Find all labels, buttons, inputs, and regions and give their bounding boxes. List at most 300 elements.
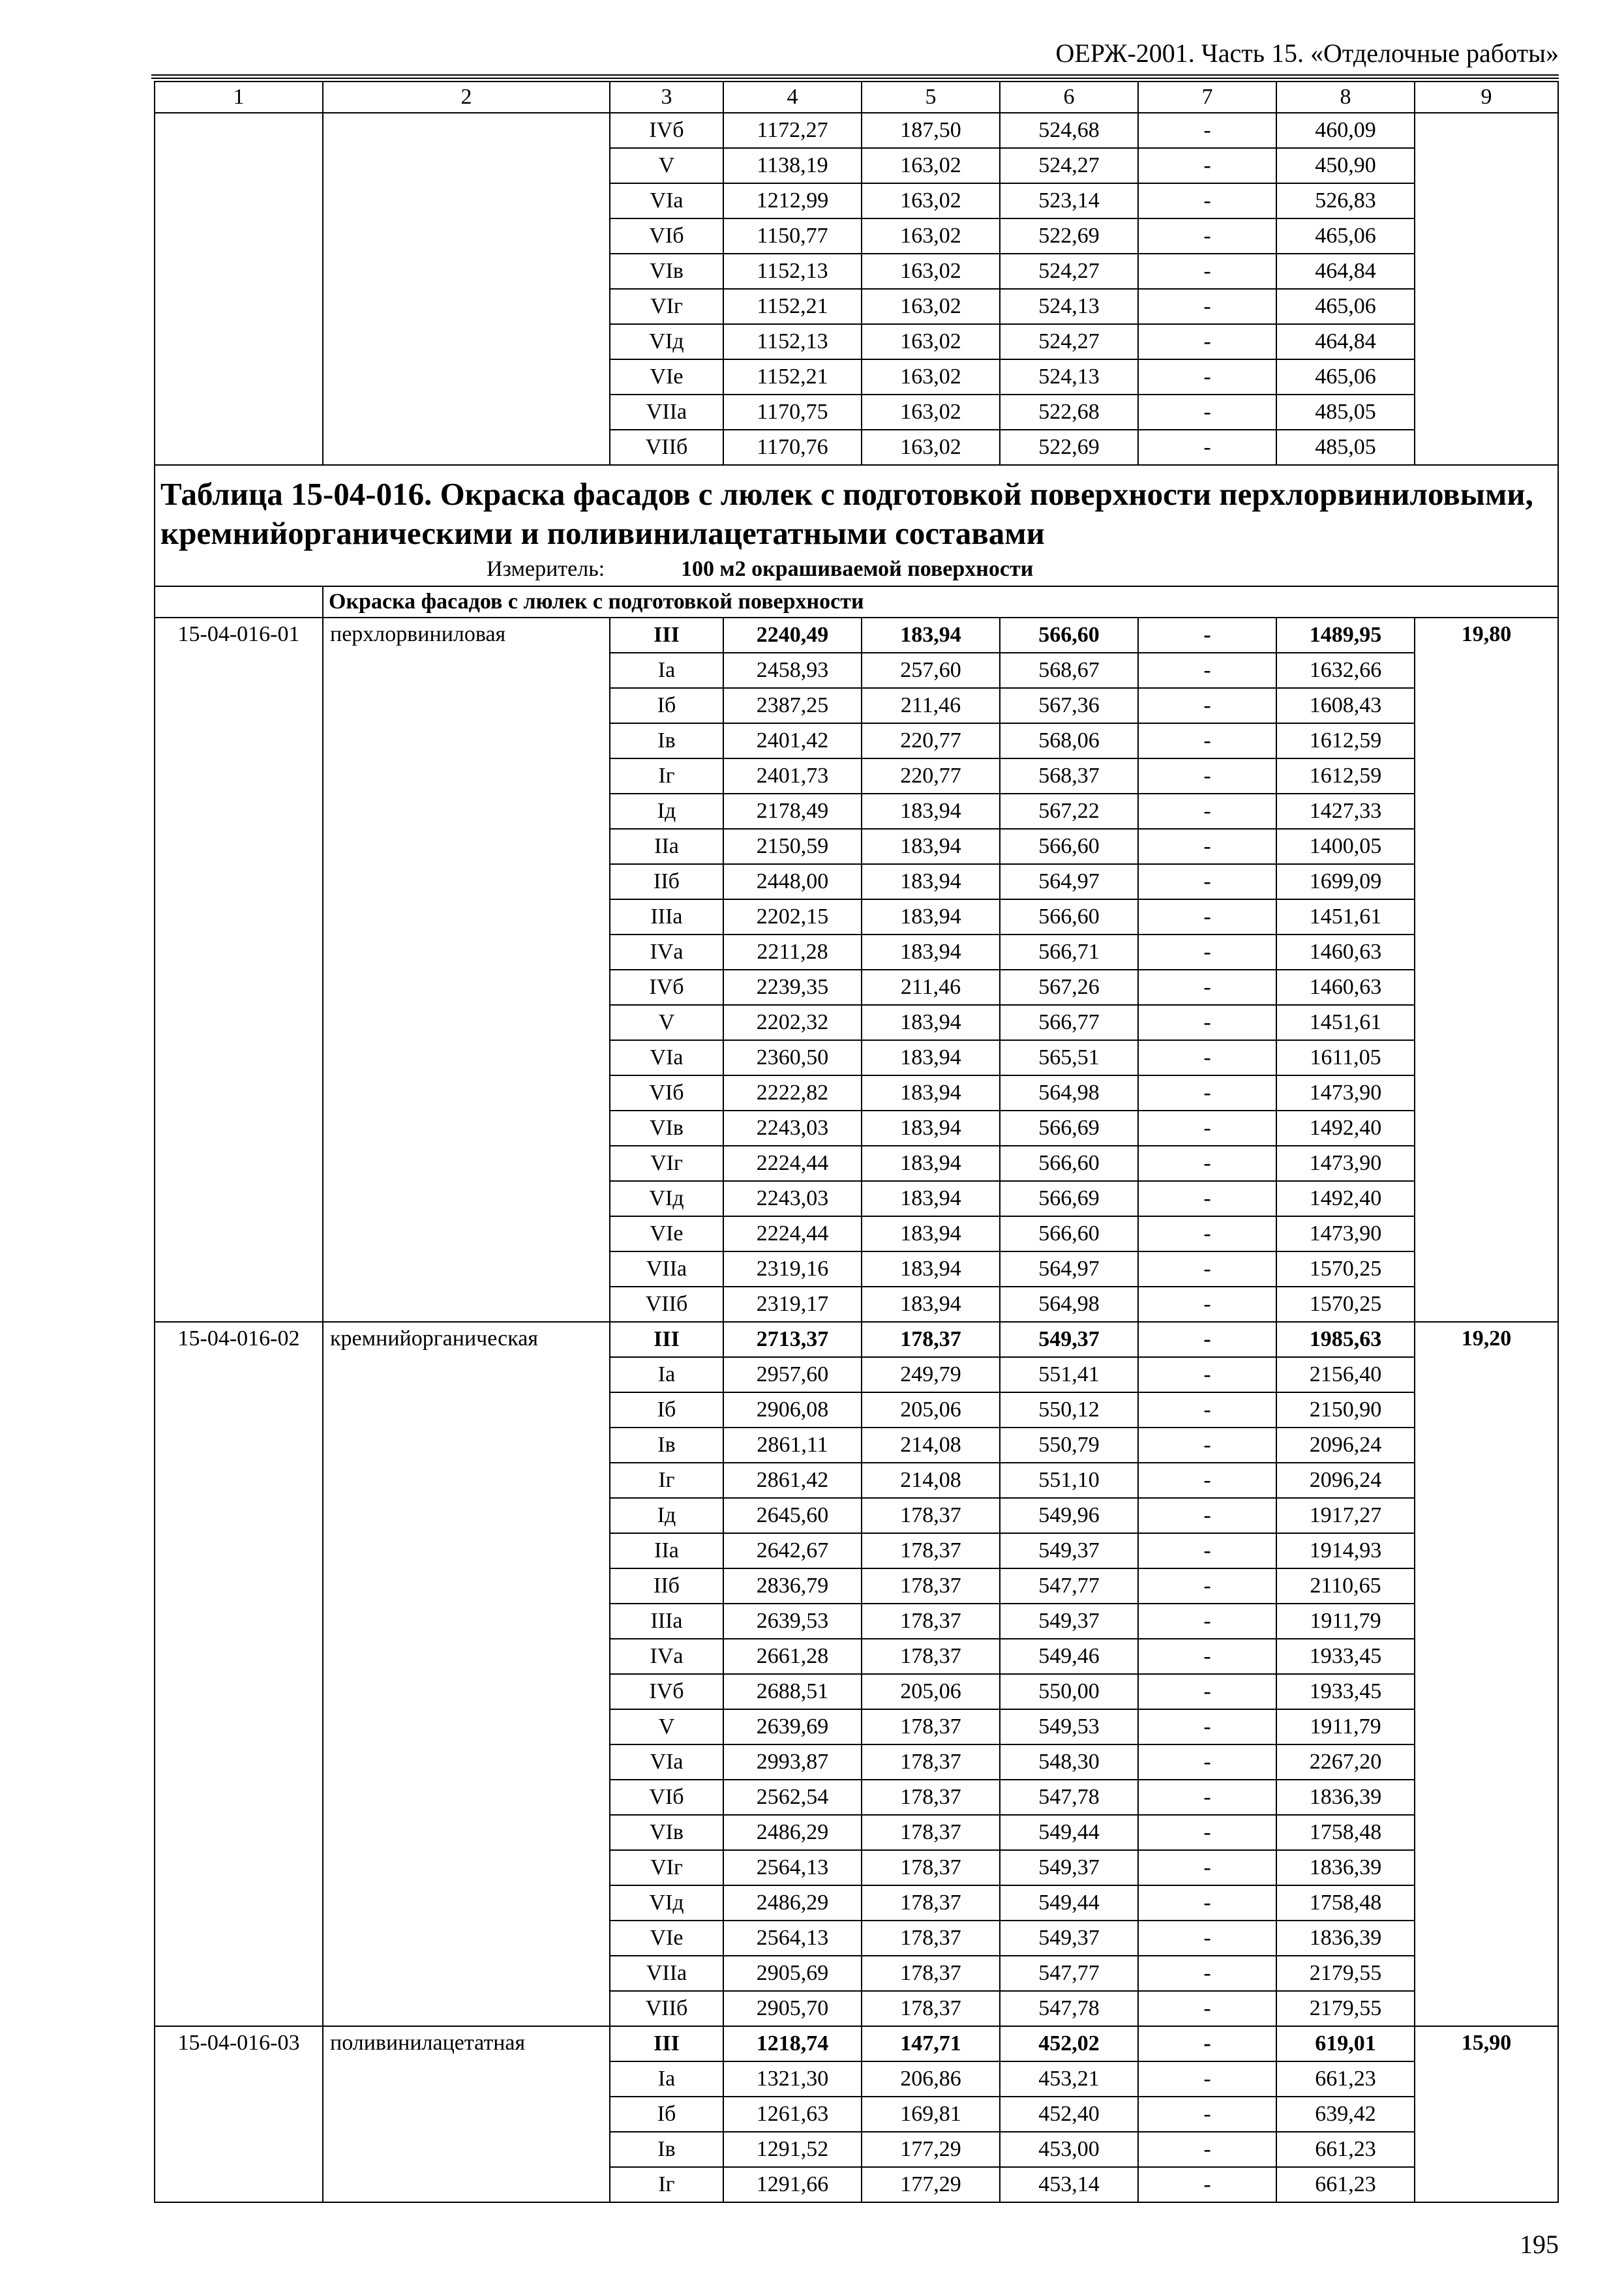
wages-cell: 163,02 — [862, 324, 1000, 359]
materials-cell: 1914,93 — [1276, 1533, 1415, 1568]
driver-wages-cell: - — [1138, 688, 1276, 723]
zone-cell: IVб — [610, 970, 723, 1005]
table-row — [155, 1322, 1558, 1357]
wages-cell: 178,37 — [862, 1568, 1000, 1604]
machines-cell: 524,68 — [1000, 113, 1138, 148]
wages-cell: 187,50 — [862, 113, 1000, 148]
zone-cell: VIIб — [610, 1991, 723, 2026]
driver-wages-cell: - — [1138, 324, 1276, 359]
direct-cost-cell: 1261,63 — [723, 2097, 862, 2132]
zone-cell: VIа — [610, 1744, 723, 1780]
materials-cell: 1933,45 — [1276, 1639, 1415, 1674]
continued-code-cell — [155, 113, 323, 465]
driver-wages-cell: - — [1138, 1111, 1276, 1146]
machines-cell: 549,53 — [1000, 1709, 1138, 1744]
machines-cell: 564,97 — [1000, 864, 1138, 899]
materials-cell: 1489,95 — [1276, 618, 1415, 653]
driver-wages-cell: - — [1138, 1040, 1276, 1075]
wages-cell: 178,37 — [862, 1956, 1000, 1991]
zone-cell: Iа — [610, 653, 723, 688]
wages-cell: 163,02 — [862, 183, 1000, 218]
rate-code: 15-04-016-02 — [155, 1322, 323, 2026]
materials-cell: 1492,40 — [1276, 1111, 1415, 1146]
direct-cost-cell: 1321,30 — [723, 2061, 862, 2097]
machines-cell: 564,98 — [1000, 1287, 1138, 1322]
driver-wages-cell: - — [1138, 618, 1276, 653]
materials-cell: 1451,61 — [1276, 1005, 1415, 1040]
wages-cell: 183,94 — [862, 1251, 1000, 1287]
wages-cell: 183,94 — [862, 899, 1000, 935]
wages-cell: 177,29 — [862, 2167, 1000, 2202]
wages-cell: 163,02 — [862, 289, 1000, 324]
direct-cost-cell: 2243,03 — [723, 1181, 862, 1216]
wages-cell: 163,02 — [862, 218, 1000, 254]
zone-cell: VIд — [610, 324, 723, 359]
wages-cell: 183,94 — [862, 1040, 1000, 1075]
machines-cell: 550,12 — [1000, 1392, 1138, 1428]
materials-cell: 2110,65 — [1276, 1568, 1415, 1604]
materials-cell: 1611,05 — [1276, 1040, 1415, 1075]
zone-cell: VIIа — [610, 1956, 723, 1991]
direct-cost-cell: 2240,49 — [723, 618, 862, 653]
machines-cell: 566,60 — [1000, 1216, 1138, 1251]
wages-cell: 183,94 — [862, 1146, 1000, 1181]
driver-wages-cell: - — [1138, 1075, 1276, 1111]
labor-norm: 15,90 — [1415, 2026, 1558, 2202]
materials-cell: 1758,48 — [1276, 1885, 1415, 1921]
driver-wages-cell: - — [1138, 1498, 1276, 1533]
zone-cell: IVб — [610, 113, 723, 148]
driver-wages-cell: - — [1138, 1463, 1276, 1498]
direct-cost-cell: 1150,77 — [723, 218, 862, 254]
machines-cell: 549,37 — [1000, 1604, 1138, 1639]
zone-cell: IIIа — [610, 899, 723, 935]
materials-cell: 1911,79 — [1276, 1709, 1415, 1744]
machines-cell: 547,77 — [1000, 1956, 1138, 1991]
direct-cost-cell: 2202,32 — [723, 1005, 862, 1040]
machines-cell: 550,00 — [1000, 1674, 1138, 1709]
direct-cost-cell: 2906,08 — [723, 1392, 862, 1428]
wages-cell: 206,86 — [862, 2061, 1000, 2097]
direct-cost-cell: 2211,28 — [723, 935, 862, 970]
machines-cell: 566,69 — [1000, 1111, 1138, 1146]
machines-cell: 564,98 — [1000, 1075, 1138, 1111]
wages-cell: 163,02 — [862, 430, 1000, 465]
wages-cell: 169,81 — [862, 2097, 1000, 2132]
materials-cell: 1917,27 — [1276, 1498, 1415, 1533]
direct-cost-cell: 2486,29 — [723, 1885, 862, 1921]
zone-cell: Iб — [610, 688, 723, 723]
table-row — [155, 113, 1558, 148]
wages-cell: 178,37 — [862, 1604, 1000, 1639]
driver-wages-cell: - — [1138, 1533, 1276, 1568]
wages-cell: 211,46 — [862, 970, 1000, 1005]
zone-cell: VIб — [610, 1075, 723, 1111]
labor-norm: 19,20 — [1415, 1322, 1558, 2026]
driver-wages-cell: - — [1138, 1568, 1276, 1604]
materials-cell: 639,42 — [1276, 2097, 1415, 2132]
direct-cost-cell: 2993,87 — [723, 1744, 862, 1780]
zone-cell: VIе — [610, 359, 723, 395]
direct-cost-cell: 2562,54 — [723, 1780, 862, 1815]
driver-wages-cell: - — [1138, 864, 1276, 899]
materials-cell: 460,09 — [1276, 113, 1415, 148]
driver-wages-cell: - — [1138, 1146, 1276, 1181]
direct-cost-cell: 2836,79 — [723, 1568, 862, 1604]
materials-cell: 485,05 — [1276, 395, 1415, 430]
wages-cell: 214,08 — [862, 1428, 1000, 1463]
driver-wages-cell: - — [1138, 1709, 1276, 1744]
materials-cell: 1758,48 — [1276, 1815, 1415, 1850]
zone-cell: VIв — [610, 254, 723, 289]
machines-cell: 547,78 — [1000, 1991, 1138, 2026]
machines-cell: 523,14 — [1000, 183, 1138, 218]
machines-cell: 452,02 — [1000, 2026, 1138, 2061]
driver-wages-cell: - — [1138, 2061, 1276, 2097]
machines-cell: 453,14 — [1000, 2167, 1138, 2202]
zone-cell: Iа — [610, 2061, 723, 2097]
machines-cell: 566,71 — [1000, 935, 1138, 970]
materials-cell: 1985,63 — [1276, 1322, 1415, 1357]
driver-wages-cell: - — [1138, 113, 1276, 148]
materials-cell: 1836,39 — [1276, 1850, 1415, 1885]
materials-cell: 450,90 — [1276, 148, 1415, 183]
materials-cell: 1473,90 — [1276, 1146, 1415, 1181]
driver-wages-cell: - — [1138, 1604, 1276, 1639]
materials-cell: 1612,59 — [1276, 758, 1415, 794]
driver-wages-cell: - — [1138, 723, 1276, 758]
driver-wages-cell: - — [1138, 395, 1276, 430]
machines-cell: 524,13 — [1000, 289, 1138, 324]
column-number: 8 — [1276, 82, 1415, 113]
zone-cell: VIе — [610, 1921, 723, 1956]
driver-wages-cell: - — [1138, 1005, 1276, 1040]
zone-cell: IIа — [610, 829, 723, 864]
driver-wages-cell: - — [1138, 430, 1276, 465]
direct-cost-cell: 1152,13 — [723, 324, 862, 359]
direct-cost-cell: 2243,03 — [723, 1111, 862, 1146]
zone-cell: VIIа — [610, 395, 723, 430]
materials-cell: 1460,63 — [1276, 935, 1415, 970]
machines-cell: 453,00 — [1000, 2132, 1138, 2167]
zone-cell: IVа — [610, 935, 723, 970]
section-title-row — [155, 586, 1558, 618]
wages-cell: 178,37 — [862, 1744, 1000, 1780]
direct-cost-cell: 1291,52 — [723, 2132, 862, 2167]
wages-cell: 178,37 — [862, 1498, 1000, 1533]
materials-cell: 661,23 — [1276, 2061, 1415, 2097]
column-number: 2 — [323, 82, 610, 113]
direct-cost-cell: 2401,73 — [723, 758, 862, 794]
materials-cell: 1608,43 — [1276, 688, 1415, 723]
wages-cell: 177,29 — [862, 2132, 1000, 2167]
column-number: 5 — [862, 82, 1000, 113]
zone-cell: VIд — [610, 1181, 723, 1216]
materials-cell: 1427,33 — [1276, 794, 1415, 829]
materials-cell: 464,84 — [1276, 324, 1415, 359]
wages-cell: 178,37 — [862, 1991, 1000, 2026]
zone-cell: VIа — [610, 183, 723, 218]
direct-cost-cell: 2224,44 — [723, 1216, 862, 1251]
table-row — [155, 2026, 1558, 2061]
direct-cost-cell: 1218,74 — [723, 2026, 862, 2061]
materials-cell: 1612,59 — [1276, 723, 1415, 758]
materials-cell: 485,05 — [1276, 430, 1415, 465]
materials-cell: 2096,24 — [1276, 1428, 1415, 1463]
materials-cell: 1911,79 — [1276, 1604, 1415, 1639]
machines-cell: 549,37 — [1000, 1921, 1138, 1956]
machines-cell: 566,60 — [1000, 1146, 1138, 1181]
machines-cell: 522,69 — [1000, 430, 1138, 465]
direct-cost-cell: 2319,17 — [723, 1287, 862, 1322]
zone-cell: Iб — [610, 2097, 723, 2132]
wages-cell: 163,02 — [862, 148, 1000, 183]
driver-wages-cell: - — [1138, 1991, 1276, 2026]
direct-cost-cell: 2905,69 — [723, 1956, 862, 1991]
wages-cell: 178,37 — [862, 1639, 1000, 1674]
materials-cell: 465,06 — [1276, 359, 1415, 395]
wages-cell: 211,46 — [862, 688, 1000, 723]
machines-cell: 524,27 — [1000, 148, 1138, 183]
direct-cost-cell: 1172,27 — [723, 113, 862, 148]
machines-cell: 567,22 — [1000, 794, 1138, 829]
zone-cell: Iа — [610, 1357, 723, 1392]
column-number: 1 — [155, 82, 323, 113]
direct-cost-cell: 1152,13 — [723, 254, 862, 289]
rate-name: поливинилацетатная — [323, 2026, 610, 2202]
machines-cell: 522,69 — [1000, 218, 1138, 254]
zone-cell: V — [610, 148, 723, 183]
materials-cell: 465,06 — [1276, 218, 1415, 254]
driver-wages-cell: - — [1138, 1639, 1276, 1674]
zone-cell: VIIб — [610, 430, 723, 465]
machines-cell: 452,40 — [1000, 2097, 1138, 2132]
machines-cell: 524,27 — [1000, 324, 1138, 359]
direct-cost-cell: 1212,99 — [723, 183, 862, 218]
materials-cell: 661,23 — [1276, 2132, 1415, 2167]
direct-cost-cell: 2713,37 — [723, 1322, 862, 1357]
machines-cell: 565,51 — [1000, 1040, 1138, 1075]
driver-wages-cell: - — [1138, 1357, 1276, 1392]
machines-cell: 566,60 — [1000, 618, 1138, 653]
direct-cost-cell: 2150,59 — [723, 829, 862, 864]
header-rule-secondary — [151, 78, 1559, 79]
wages-cell: 220,77 — [862, 723, 1000, 758]
driver-wages-cell: - — [1138, 2132, 1276, 2167]
zone-cell: VIIб — [610, 1287, 723, 1322]
wages-cell: 147,71 — [862, 2026, 1000, 2061]
machines-cell: 549,46 — [1000, 1639, 1138, 1674]
direct-cost-cell: 2202,15 — [723, 899, 862, 935]
direct-cost-cell: 2688,51 — [723, 1674, 862, 1709]
driver-wages-cell: - — [1138, 254, 1276, 289]
rate-code: 15-04-016-01 — [155, 618, 323, 1322]
machines-cell: 551,10 — [1000, 1463, 1138, 1498]
materials-cell: 464,84 — [1276, 254, 1415, 289]
zone-cell: Iв — [610, 2132, 723, 2167]
direct-cost-cell: 2239,35 — [723, 970, 862, 1005]
materials-cell: 2156,40 — [1276, 1357, 1415, 1392]
machines-cell: 567,26 — [1000, 970, 1138, 1005]
driver-wages-cell: - — [1138, 970, 1276, 1005]
machines-cell: 550,79 — [1000, 1428, 1138, 1463]
machines-cell: 568,06 — [1000, 723, 1138, 758]
materials-cell: 526,83 — [1276, 183, 1415, 218]
zone-cell: IVа — [610, 1639, 723, 1674]
zone-cell: Iд — [610, 794, 723, 829]
direct-cost-cell: 2639,69 — [723, 1709, 862, 1744]
materials-cell: 1492,40 — [1276, 1181, 1415, 1216]
machines-cell: 549,44 — [1000, 1885, 1138, 1921]
materials-cell: 2267,20 — [1276, 1744, 1415, 1780]
driver-wages-cell: - — [1138, 1850, 1276, 1885]
meter-label: Измеритель: — [487, 557, 605, 581]
materials-cell: 2179,55 — [1276, 1991, 1415, 2026]
wages-cell: 183,94 — [862, 1005, 1000, 1040]
page-number: 195 — [1520, 2230, 1559, 2259]
driver-wages-cell: - — [1138, 899, 1276, 935]
driver-wages-cell: - — [1138, 829, 1276, 864]
meter-line — [160, 556, 1557, 583]
direct-cost-cell: 1291,66 — [723, 2167, 862, 2202]
materials-cell: 1836,39 — [1276, 1780, 1415, 1815]
zone-cell: VIв — [610, 1815, 723, 1850]
direct-cost-cell: 1152,21 — [723, 359, 862, 395]
materials-cell: 1632,66 — [1276, 653, 1415, 688]
driver-wages-cell: - — [1138, 1885, 1276, 1921]
direct-cost-cell: 2661,28 — [723, 1639, 862, 1674]
wages-cell: 205,06 — [862, 1674, 1000, 1709]
section-title: Окраска фасадов с люлек с подготовкой поверхности — [323, 586, 1558, 618]
wages-cell: 214,08 — [862, 1463, 1000, 1498]
direct-cost-cell: 2642,67 — [723, 1533, 862, 1568]
wages-cell: 183,94 — [862, 1181, 1000, 1216]
direct-cost-cell: 2645,60 — [723, 1498, 862, 1533]
zone-cell: Iб — [610, 1392, 723, 1428]
driver-wages-cell: - — [1138, 1428, 1276, 1463]
wages-cell: 178,37 — [862, 1533, 1000, 1568]
machines-cell: 549,37 — [1000, 1850, 1138, 1885]
driver-wages-cell: - — [1138, 218, 1276, 254]
materials-cell: 1460,63 — [1276, 970, 1415, 1005]
wages-cell: 178,37 — [862, 1885, 1000, 1921]
driver-wages-cell: - — [1138, 359, 1276, 395]
driver-wages-cell: - — [1138, 1216, 1276, 1251]
zone-cell: IIа — [610, 1533, 723, 1568]
direct-cost-cell: 2401,42 — [723, 723, 862, 758]
wages-cell: 163,02 — [862, 395, 1000, 430]
direct-cost-cell: 2564,13 — [723, 1850, 862, 1885]
driver-wages-cell: - — [1138, 1322, 1276, 1357]
driver-wages-cell: - — [1138, 2097, 1276, 2132]
zone-cell: VIд — [610, 1885, 723, 1921]
table-row — [155, 618, 1558, 653]
zone-cell: III — [610, 2026, 723, 2061]
wages-cell: 183,94 — [862, 935, 1000, 970]
wages-cell: 178,37 — [862, 1921, 1000, 1956]
machines-cell: 568,67 — [1000, 653, 1138, 688]
driver-wages-cell: - — [1138, 1921, 1276, 1956]
materials-cell: 1933,45 — [1276, 1674, 1415, 1709]
driver-wages-cell: - — [1138, 758, 1276, 794]
wages-cell: 178,37 — [862, 1709, 1000, 1744]
zone-cell: Iг — [610, 1463, 723, 1498]
zone-cell: VIг — [610, 1850, 723, 1885]
zone-cell: V — [610, 1709, 723, 1744]
materials-cell: 619,01 — [1276, 2026, 1415, 2061]
zone-cell: Iд — [610, 1498, 723, 1533]
wages-cell: 220,77 — [862, 758, 1000, 794]
driver-wages-cell: - — [1138, 289, 1276, 324]
table-body — [155, 82, 1558, 2202]
driver-wages-cell: - — [1138, 653, 1276, 688]
direct-cost-cell: 2957,60 — [723, 1357, 862, 1392]
wages-cell: 183,94 — [862, 1111, 1000, 1146]
direct-cost-cell: 2387,25 — [723, 688, 862, 723]
column-number-row — [155, 82, 1558, 113]
materials-cell: 661,23 — [1276, 2167, 1415, 2202]
machines-cell: 548,30 — [1000, 1744, 1138, 1780]
rate-name: кремнийорганическая — [323, 1322, 610, 2026]
driver-wages-cell: - — [1138, 1251, 1276, 1287]
section-spacer-cell — [155, 586, 323, 618]
wages-cell: 178,37 — [862, 1815, 1000, 1850]
machines-cell: 549,37 — [1000, 1533, 1138, 1568]
materials-cell: 1451,61 — [1276, 899, 1415, 935]
zone-cell: VIб — [610, 1780, 723, 1815]
header-rule — [151, 74, 1559, 76]
materials-cell: 2150,90 — [1276, 1392, 1415, 1428]
materials-cell: 1836,39 — [1276, 1921, 1415, 1956]
running-header: ОЕРЖ-2001. Часть 15. «Отделочные работы» — [1055, 38, 1559, 68]
zone-cell: VIб — [610, 218, 723, 254]
driver-wages-cell: - — [1138, 794, 1276, 829]
driver-wages-cell: - — [1138, 148, 1276, 183]
zone-cell: III — [610, 618, 723, 653]
materials-cell: 1473,90 — [1276, 1075, 1415, 1111]
wages-cell: 183,94 — [862, 864, 1000, 899]
direct-cost-cell: 1170,76 — [723, 430, 862, 465]
column-number: 7 — [1138, 82, 1276, 113]
zone-cell: Iг — [610, 2167, 723, 2202]
direct-cost-cell: 2861,42 — [723, 1463, 862, 1498]
direct-cost-cell: 2861,11 — [723, 1428, 862, 1463]
driver-wages-cell: - — [1138, 183, 1276, 218]
wages-cell: 183,94 — [862, 794, 1000, 829]
driver-wages-cell: - — [1138, 1956, 1276, 1991]
direct-cost-cell: 2458,93 — [723, 653, 862, 688]
table-title-row — [155, 465, 1558, 586]
wages-cell: 183,94 — [862, 618, 1000, 653]
wages-cell: 183,94 — [862, 829, 1000, 864]
direct-cost-cell: 2639,53 — [723, 1604, 862, 1639]
zone-cell: VIIа — [610, 1251, 723, 1287]
zone-cell: IIб — [610, 1568, 723, 1604]
wages-cell: 163,02 — [862, 254, 1000, 289]
materials-cell: 1400,05 — [1276, 829, 1415, 864]
machines-cell: 524,13 — [1000, 359, 1138, 395]
materials-cell: 1570,25 — [1276, 1287, 1415, 1322]
machines-cell: 567,36 — [1000, 688, 1138, 723]
column-number: 6 — [1000, 82, 1138, 113]
zone-cell: VIе — [610, 1216, 723, 1251]
continued-norm-cell — [1415, 113, 1558, 465]
zone-cell: VIа — [610, 1040, 723, 1075]
wages-cell: 183,94 — [862, 1216, 1000, 1251]
materials-cell: 465,06 — [1276, 289, 1415, 324]
driver-wages-cell: - — [1138, 2026, 1276, 2061]
materials-cell: 1473,90 — [1276, 1216, 1415, 1251]
